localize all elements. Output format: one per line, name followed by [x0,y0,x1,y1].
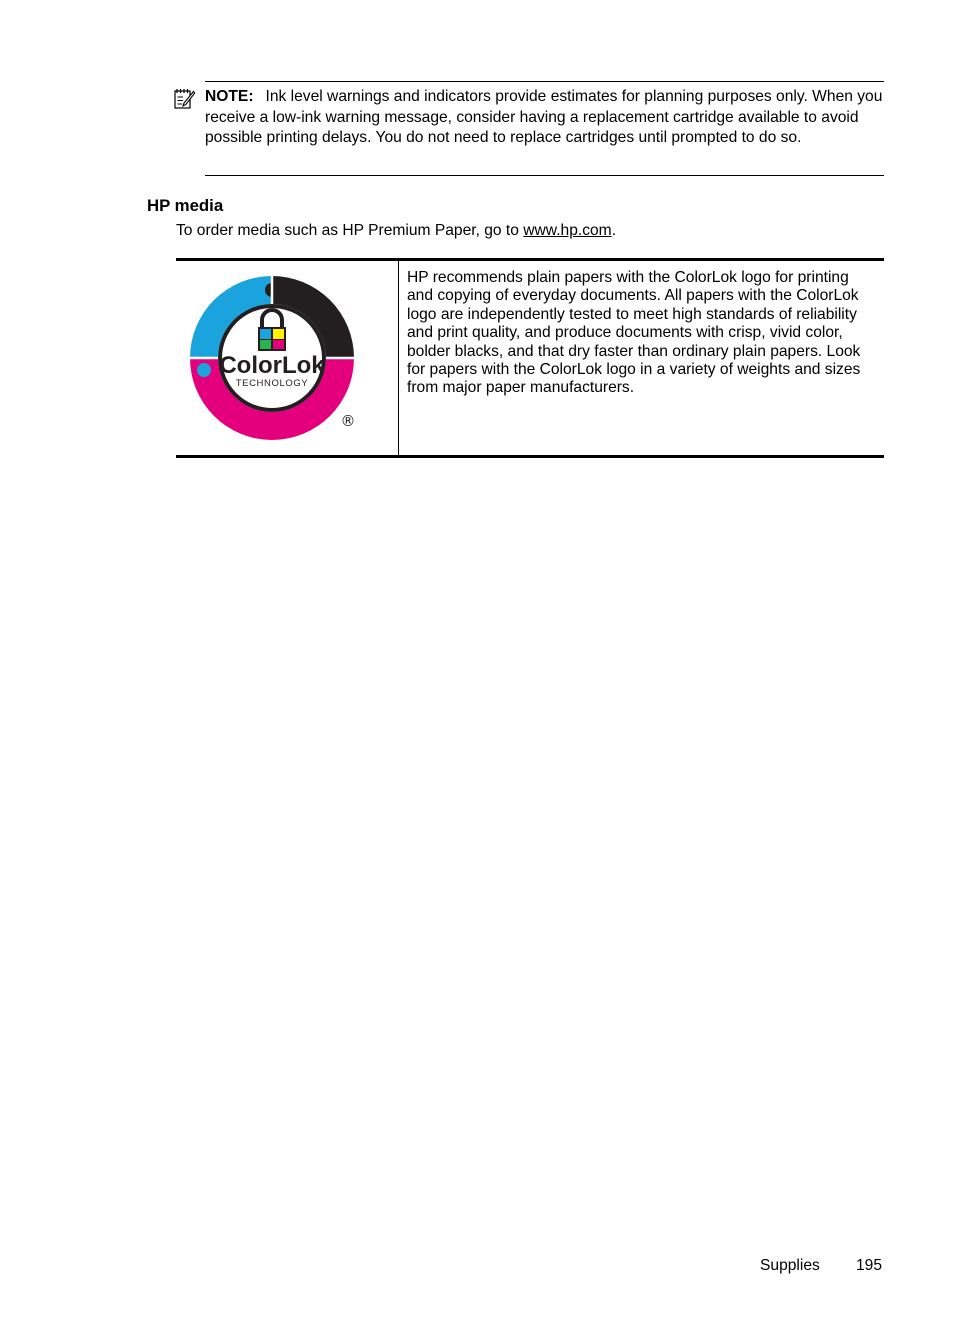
hp-website-link[interactable]: www.hp.com [523,222,612,239]
note-text [205,87,884,149]
colorlok-description: HP recommends plain papers with the ColorLok logo for printing and copying of everyday documents. All papers with the ColorLok logo are independently tested to meet high standards of reliability and print quality, and produce documents with crisp, vivid color, bolder blacks, and that dry faster than ordinary plain papers. Look for papers with the ColorLok logo in a variety of weights and sizes from major paper manufacturers. [407,269,861,397]
lock-square-magenta [273,340,284,349]
note-block [173,81,884,176]
logo-knob-left [197,363,211,377]
registered-mark: ® [340,412,356,430]
logo-brand-text: ColorLok [219,352,325,379]
intro-paragraph [176,221,616,241]
note-label: NOTE: [205,88,254,105]
note-rule-bottom [205,175,884,176]
footer-page-number: 195 [856,1257,883,1274]
table-top-rule [176,258,884,261]
colorlok-logo [186,272,358,444]
footer-section-name: Supplies [760,1257,820,1274]
table-bottom-rule [176,455,884,458]
section-heading: HP media [147,196,224,215]
lock-square-green [260,340,271,349]
lock-square-blue [260,329,271,339]
logo-sub-text: TECHNOLOGY [235,378,309,389]
table-column-divider [398,261,399,455]
logo-knob-right [329,363,343,377]
lock-square-yellow [273,329,284,339]
intro-period: . [611,222,617,239]
note-rule-top [205,81,884,82]
intro-text: To order media such as HP Premium Paper, go to [176,222,524,239]
note-pad-icon [173,88,195,110]
note-body: Ink level warnings and indicators provide estimates for planning purposes only. When you receive a low-ink warning message, consider having a replacement cartridge available to avoid possible printing delays. You do not need to replace cartridges until prompted to do so. [205,88,883,146]
